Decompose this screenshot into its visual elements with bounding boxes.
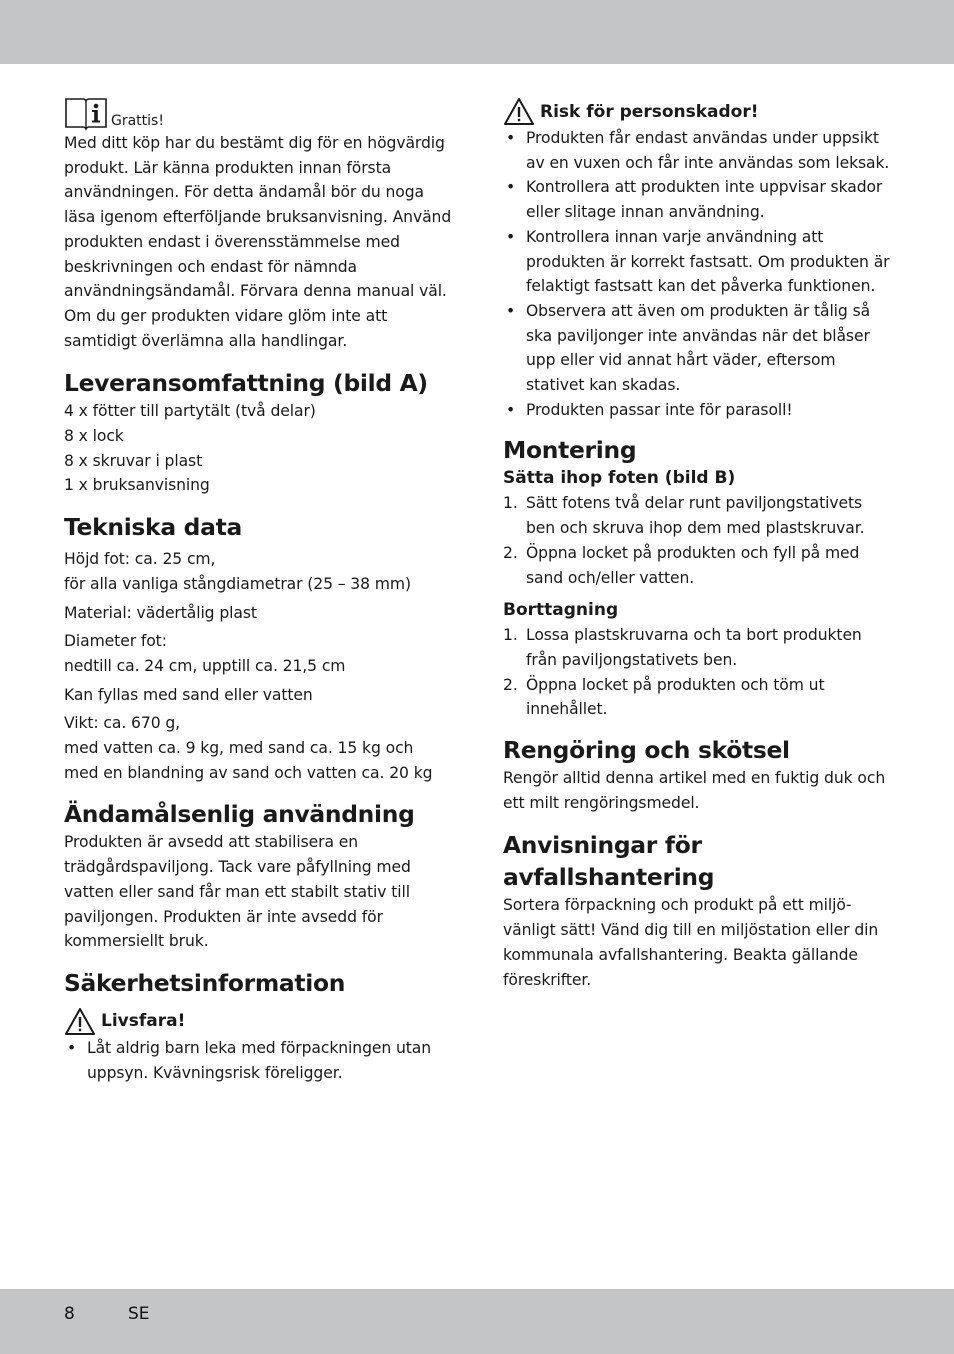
rengoring-heading: Rengöring och skötsel [503, 736, 790, 765]
tekniska-entry [64, 547, 454, 596]
montering-subheading: Sätta ihop foten (bild B) [503, 468, 736, 489]
step-number: 1. [503, 494, 518, 513]
montering-step [503, 491, 895, 540]
leverans-item: 8 x lock [64, 427, 124, 446]
intro-header [64, 95, 454, 131]
tekniska-line: Diameter fot: [64, 632, 167, 651]
borttagning-step [503, 673, 895, 722]
livsfara-title: Livsfara! [101, 1011, 186, 1032]
tekniska-line: med en blandning av sand och vatten ca. 20 kg [64, 763, 433, 782]
leverans-item: 8 x skruvar i plast [64, 451, 203, 470]
leverans-heading: Leveransomfattning (bild A) [64, 369, 428, 398]
sakerhet-heading: Säkerhetsinformation [64, 968, 346, 997]
warning-triangle-icon [64, 1007, 96, 1036]
montering-step [503, 541, 895, 590]
leverans-item: 1 x bruksanvisning [64, 476, 210, 495]
risk-title: Risk för personskador! [540, 101, 759, 122]
risk-list [503, 126, 895, 422]
intro-text: Med ditt köp har du bestämt dig för en högvärdig produkt. Lär känna produkten innan första användningen. För detta ändamål bör du noga läsa igenom efterföljande bruksanvisning. Använd produkten endast i överensstämmelse med beskrivningen och endast för nämnda användningsändamål. Förvara denna manual väl. Om du ger produkten vidare glöm inte att samtidigt överlämna alla handlingar. [64, 134, 452, 350]
tekniska-line: Vikt: ca. 670 g, [64, 714, 181, 733]
tekniska-list [64, 547, 454, 785]
andamal-text: Produkten är avsedd att stabilisera en trädgårdspaviljong. Tack vare påfyllning med vatten eller sand får man ett stabilt stativ till paviljongen. Produkten är inte avsedd för kommersiellt bruk. [64, 833, 411, 951]
warning-triangle-icon [503, 97, 535, 126]
risk-item: • Kontrollera att produkten inte uppvisar skador eller slitage innan användning. [503, 175, 895, 224]
page-number: 8 [64, 1304, 75, 1324]
andamal-heading: Ändamålsenlig användning [64, 800, 415, 829]
risk-warning [503, 97, 895, 126]
tekniska-line: för alla vanliga stångdiametrar (25 – 38 mm) [64, 574, 411, 593]
leverans-list [64, 399, 454, 498]
tekniska-heading: Tekniska data [64, 513, 242, 542]
left-column [64, 95, 454, 1085]
risk-item: • Observera att även om produkten är tålig så ska paviljonger inte användas när det blåser upp eller vid annat hårt väder, eftersom stativet kan skadas. [503, 299, 895, 398]
tekniska-entry [64, 629, 454, 678]
avfall-text: Sortera förpackning och produkt på ett miljövänligt sätt! Vänd dig till en miljöstation eller din kommunala avfallshantering. Beakta gällande föreskrifter. [503, 896, 879, 989]
step-number: 2. [503, 543, 518, 562]
borttagning-subheading: Borttagning [503, 600, 619, 621]
tekniska-entry [64, 601, 454, 626]
borttagning-steps [503, 623, 895, 722]
language-code: SE [128, 1304, 150, 1324]
step-text: Lossa plastskruvarna och ta bort produkten från paviljongstativets ben. [526, 626, 862, 669]
tekniska-line: med vatten ca. 9 kg, med sand ca. 15 kg och [64, 739, 414, 758]
leverans-item: 4 x fötter till partytält (två delar) [64, 402, 316, 421]
risk-item: • Produkten får endast användas under uppsikt av en vuxen och får inte användas som leksak. [503, 126, 895, 175]
tekniska-line: Material: vädertålig plast [64, 603, 257, 622]
borttagning-step [503, 623, 895, 672]
rengoring-text: Rengör alltid denna artikel med en fuktig duk och ett milt rengöringsmedel. [503, 769, 886, 812]
tekniska-entry [64, 711, 454, 785]
tekniska-line: nedtill ca. 24 cm, upptill ca. 21,5 cm [64, 656, 346, 675]
manual-info-icon [64, 95, 108, 131]
tekniska-line: Kan fyllas med sand eller vatten [64, 685, 313, 704]
sakerhet-list [64, 1036, 454, 1085]
sakerhet-item: • Låt aldrig barn leka med förpackningen utan uppsyn. Kvävningsrisk föreligger. [64, 1036, 454, 1085]
avfall-heading: Anvisningar för avfallshantering [503, 831, 715, 892]
step-number: 1. [503, 626, 518, 645]
step-text: Öppna locket på produkten och fyll på med sand och/eller vatten. [526, 543, 860, 587]
montering-steps [503, 491, 895, 590]
risk-item: • Kontrollera innan varje användning att produkten är korrekt fastsatt. Om produkten är felaktigt fastsatt kan det påverka funktionen. [503, 225, 895, 299]
step-number: 2. [503, 675, 518, 694]
livsfara-warning [64, 1007, 454, 1036]
tekniska-entry [64, 683, 454, 708]
step-text: Öppna locket på produkten och töm ut innehållet. [526, 675, 825, 719]
intro-label: Grattis! [111, 113, 164, 129]
step-text: Sätt fotens två delar runt paviljongstativets ben och skruva ihop dem med plastskruvar. [526, 494, 865, 538]
right-column [503, 97, 895, 992]
montering-heading: Montering [503, 436, 637, 465]
risk-item: • Produkten passar inte för parasoll! [503, 398, 895, 423]
tekniska-line: Höjd fot: ca. 25 cm, [64, 550, 216, 569]
header-band [0, 0, 954, 64]
